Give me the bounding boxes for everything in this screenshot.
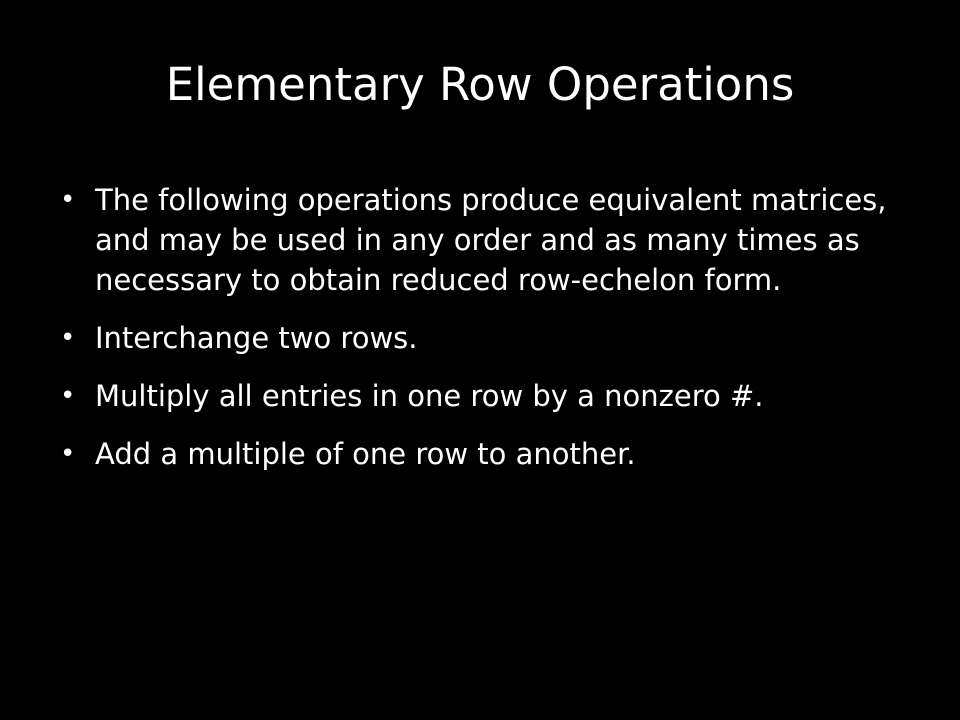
bullet-item-add — [60, 434, 910, 474]
bullet-icon: • — [60, 185, 76, 215]
bullet-icon: • — [60, 323, 76, 353]
bullet-text: Interchange two rows. — [95, 321, 418, 355]
bullet-text: Multiply all entries in one row by a nonzero #. — [95, 379, 764, 413]
bullet-text: Add a multiple of one row to another. — [95, 437, 636, 471]
bullet-list — [60, 180, 910, 492]
bullet-icon: • — [60, 381, 76, 411]
slide-title: Elementary Row Operations — [165, 58, 795, 111]
bullet-icon: • — [60, 439, 76, 469]
bullet-item-interchange — [60, 318, 910, 358]
bullet-item-multiply — [60, 376, 910, 416]
bullet-text: The following operations produce equivalent matrices, and may be used in any order and as many times as necessary to obtain reduced row-echelon form. — [95, 183, 887, 297]
bullet-item-intro — [60, 180, 910, 300]
